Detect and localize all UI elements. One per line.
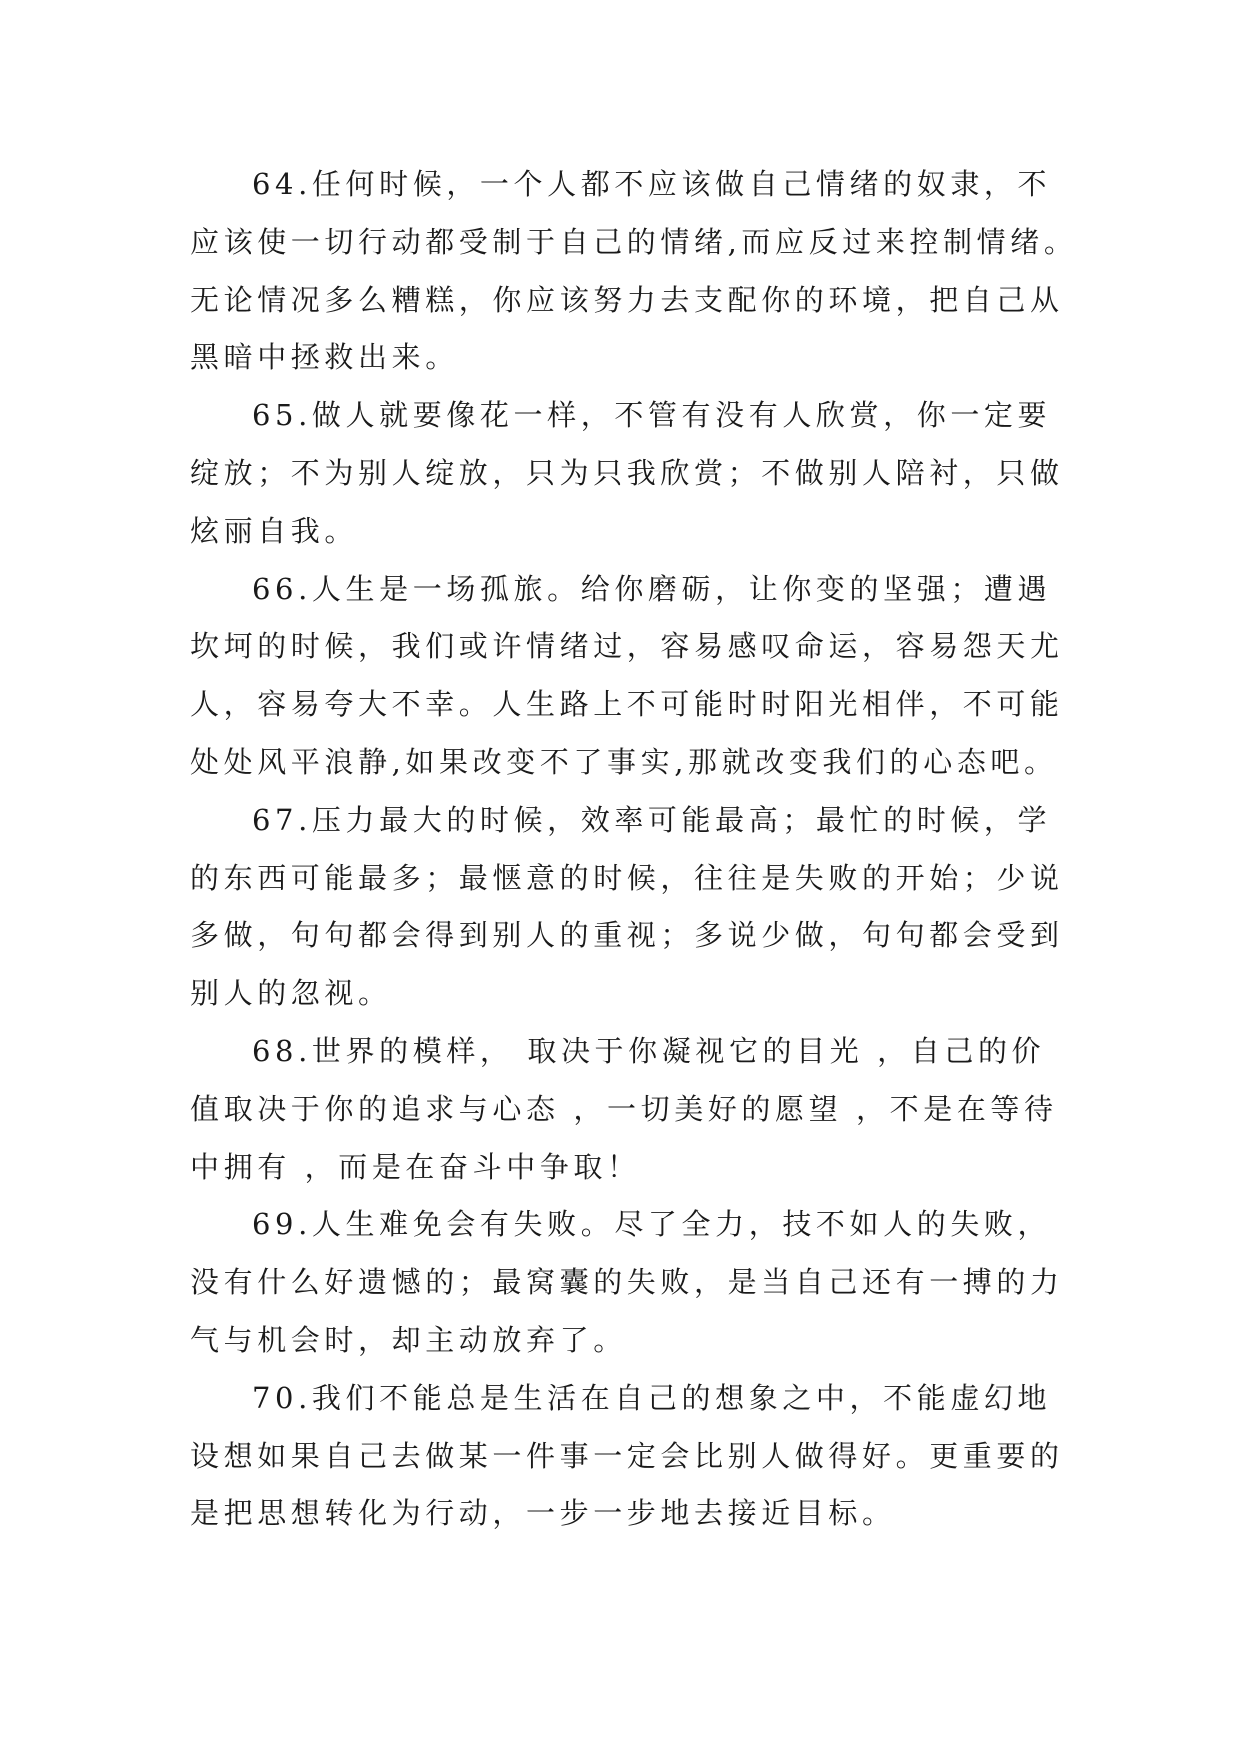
paragraph-line: 66.人生是一场孤旅。给你磨砺，让你变的坚强；遭遇 <box>252 571 1052 606</box>
paragraph-line: 65.做人就要像花一样，不管有没有人欣赏，你一定要 <box>252 398 1052 433</box>
paragraph-line: 气与机会时，却主动放弃了。 <box>190 1322 627 1357</box>
paragraph-line: 坎坷的时候，我们或许情绪过，容易感叹命运，容易怨天尤 <box>190 629 1064 664</box>
paragraph-line: 中拥有 ，而是在奋斗中争取！ <box>190 1149 641 1184</box>
paragraph-line: 黑暗中拯救出来。 <box>190 340 459 375</box>
paragraph-line: 应该使一切行动都受制于自己的情绪,而应反过来控制情绪。 <box>190 224 1078 259</box>
paragraph-line: 别人的忽视。 <box>190 976 392 1011</box>
paragraph-line: 没有什么好遗憾的；最窝囊的失败，是当自己还有一搏的力 <box>190 1265 1064 1300</box>
paragraph-line: 多做，句句都会得到别人的重视；多说少做，句句都会受到 <box>190 918 1064 953</box>
paragraph-line: 67.压力最大的时候，效率可能最高；最忙的时候，学 <box>252 802 1052 837</box>
paragraph-67 <box>190 792 1090 1023</box>
paragraph-line: 70.我们不能总是生活在自己的想象之中，不能虚幻地 <box>252 1380 1052 1415</box>
paragraph-line: 人，容易夸大不幸。人生路上不可能时时阳光相伴，不可能 <box>190 687 1064 722</box>
paragraph-line: 69.人生难免会有失败。尽了全力，技不如人的失败， <box>252 1207 1052 1242</box>
paragraph-line: 炫丽自我。 <box>190 513 359 548</box>
paragraph-line: 无论情况多么糟糕，你应该努力去支配你的环境，把自己从 <box>190 282 1064 317</box>
paragraph-70 <box>190 1370 1090 1543</box>
paragraph-line: 的东西可能最多；最惬意的时候，往往是失败的开始；少说 <box>190 860 1064 895</box>
paragraph-66 <box>190 561 1090 792</box>
paragraph-line: 64.任何时候，一个人都不应该做自己情绪的奴隶，不 <box>252 167 1052 201</box>
paragraph-line: 设想如果自己去做某一件事一定会比别人做得好。更重要的 <box>190 1438 1064 1473</box>
paragraph-65 <box>190 387 1090 560</box>
document-body <box>190 156 1090 1543</box>
paragraph-line: 绽放；不为别人绽放，只为只我欣赏；不做别人陪衬，只做 <box>190 455 1064 490</box>
paragraph-64 <box>190 156 1090 387</box>
paragraph-line: 68.世界的模样， 取决于你凝视它的目光 ，自己的价 <box>252 1033 1046 1068</box>
paragraph-69 <box>190 1196 1090 1369</box>
paragraph-68 <box>190 1023 1090 1196</box>
paragraph-line: 是把思想转化为行动，一步一步地去接近目标。 <box>190 1496 896 1531</box>
paragraph-line: 处处风平浪静,如果改变不了事实,那就改变我们的心态吧。 <box>190 744 1058 779</box>
paragraph-line: 值取决于你的追求与心态 ，一切美好的愿望 ，不是在等待 <box>190 1091 1058 1126</box>
